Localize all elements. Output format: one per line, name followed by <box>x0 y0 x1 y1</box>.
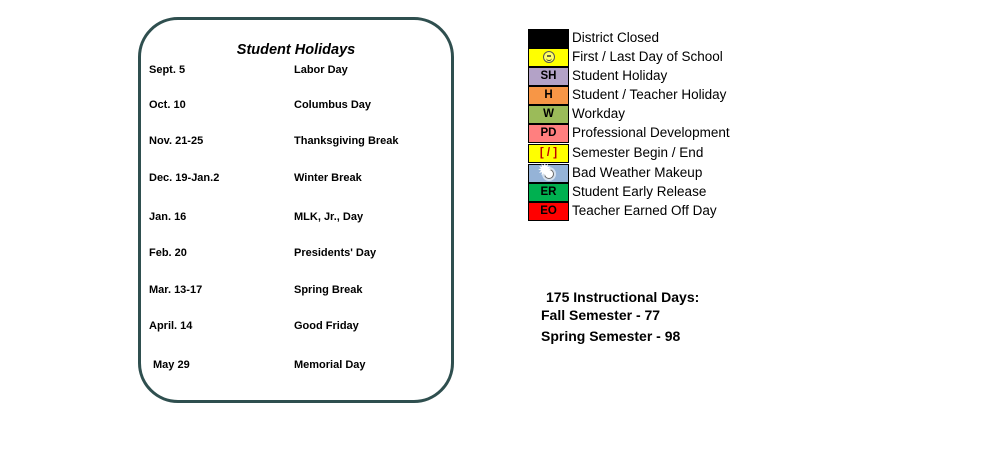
holiday-row <box>141 359 451 375</box>
legend-row-first-last-day <box>528 48 788 67</box>
spring-semester-days: Spring Semester - 98 <box>541 328 681 344</box>
legend-swatch: H <box>528 86 569 105</box>
student-holidays-box <box>138 17 454 403</box>
holiday-date: Nov. 21-25 <box>149 135 204 147</box>
holiday-name: Columbus Day <box>294 99 372 111</box>
legend-row-workday <box>528 105 788 124</box>
legend-row-student-holiday <box>528 67 788 86</box>
legend-label: Student Early Release <box>572 184 707 199</box>
legend-swatch <box>528 48 569 67</box>
legend-label: Professional Development <box>572 125 730 140</box>
legend-label: First / Last Day of School <box>572 49 723 64</box>
holiday-row <box>141 99 451 115</box>
holiday-name: Presidents' Day <box>294 247 377 259</box>
legend-swatch: [ / ] <box>528 144 569 163</box>
holiday-row <box>141 284 451 300</box>
holiday-date: Mar. 13-17 <box>149 284 203 296</box>
holiday-date: Oct. 10 <box>149 99 186 111</box>
legend-swatch <box>528 164 569 183</box>
holiday-name: Thanksgiving Break <box>294 135 399 147</box>
legend-label: Workday <box>572 106 626 121</box>
legend-swatch: PD <box>528 124 569 143</box>
holiday-row <box>141 247 451 263</box>
legend-label: Bad Weather Makeup <box>572 165 703 180</box>
instructional-days-total: 175 Instructional Days: <box>546 289 700 305</box>
holiday-row <box>141 135 451 151</box>
legend-row-student-early-release <box>528 183 788 202</box>
holiday-date: Jan. 16 <box>149 211 187 223</box>
legend-row-bad-weather-makeup <box>528 164 788 183</box>
sun-icon <box>544 169 554 179</box>
holiday-date: Sept. 5 <box>149 64 186 76</box>
legend-row-student-teacher-holiday <box>528 86 788 105</box>
legend-row-teacher-earned-off-day <box>528 202 788 221</box>
holiday-row <box>141 320 451 336</box>
legend-label: Student / Teacher Holiday <box>572 87 727 102</box>
legend-label: Semester Begin / End <box>572 145 704 160</box>
holiday-name: Winter Break <box>294 172 362 184</box>
holiday-date: May 29 <box>153 359 190 371</box>
holiday-date: Feb. 20 <box>149 247 187 259</box>
legend-swatch <box>528 29 569 48</box>
legend-label: Student Holiday <box>572 68 668 83</box>
holiday-date: Dec. 19-Jan.2 <box>149 172 220 184</box>
holiday-row <box>141 64 451 80</box>
holiday-name: Spring Break <box>294 284 363 296</box>
holiday-name: Memorial Day <box>294 359 366 371</box>
holiday-row <box>141 211 451 227</box>
smiley-icon <box>543 51 555 63</box>
legend-swatch: EO <box>528 202 569 221</box>
holiday-name: Labor Day <box>294 64 348 76</box>
legend-swatch: SH <box>528 67 569 86</box>
holiday-name: Good Friday <box>294 320 359 332</box>
holiday-row <box>141 172 451 188</box>
fall-semester-days: Fall Semester - 77 <box>541 307 661 323</box>
legend-label: District Closed <box>572 30 660 45</box>
holiday-date: April. 14 <box>149 320 193 332</box>
legend-row-professional-development <box>528 124 788 143</box>
legend-row-district-closed <box>528 29 788 48</box>
legend-swatch: ER <box>528 183 569 202</box>
legend-label: Teacher Earned Off Day <box>572 203 717 218</box>
holiday-name: MLK, Jr., Day <box>294 211 364 223</box>
legend-swatch: W <box>528 105 569 124</box>
legend-row-semester-begin-end <box>528 144 788 163</box>
student-holidays-title: Student Holidays <box>236 42 356 58</box>
